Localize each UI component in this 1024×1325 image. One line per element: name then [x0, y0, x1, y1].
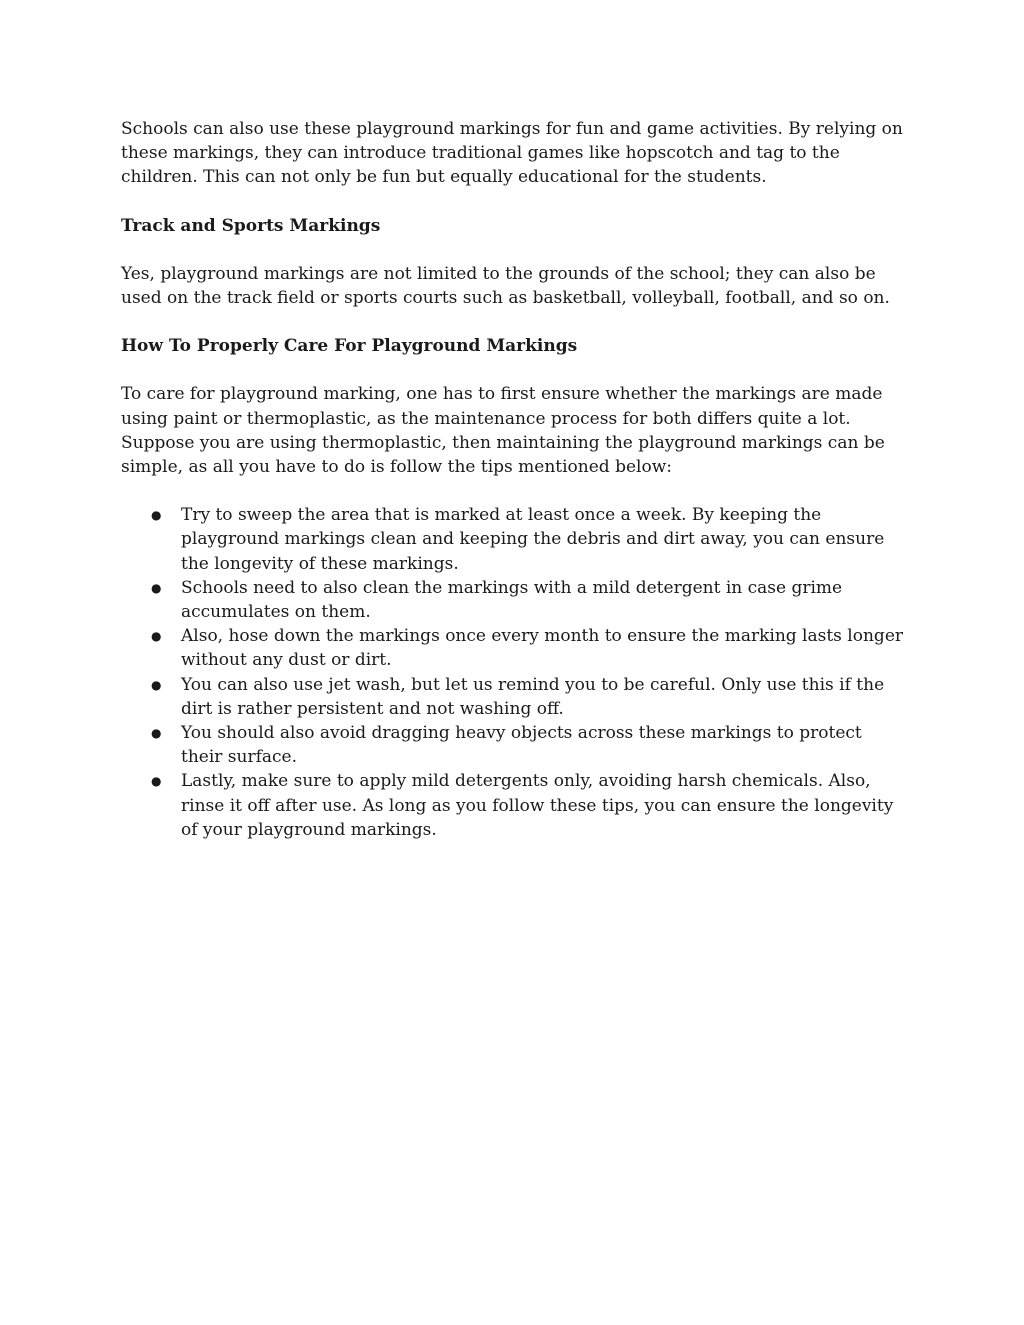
list-item: [121, 673, 907, 721]
list-item: [121, 721, 907, 769]
track-sports-paragraph: Yes, playground markings are not limited to the grounds of the school; they can also be used on the track field or sports courts such as basketball, volleyball, football, and so on.: [121, 263, 890, 309]
bullet-icon: ●: [151, 629, 162, 644]
bullet-icon: ●: [151, 726, 162, 741]
section-heading-track-sports: Track and Sports Markings: [121, 215, 381, 236]
list-item: [121, 769, 907, 842]
list-item-text: Schools need to also clean the markings with a mild detergent in case grime accumulates on them.: [181, 577, 843, 623]
tips-list: [121, 503, 907, 842]
list-item-text: Also, hose down the markings once every month to ensure the marking lasts longer without any dust or dirt.: [181, 626, 904, 671]
bullet-icon: ●: [151, 508, 162, 523]
bullet-icon: ●: [151, 580, 162, 595]
list-item-text: You can also use jet wash, but let us remind you to be careful. Only use this if the dirt is rather persistent and not washing off.: [181, 674, 885, 719]
section-heading-care: How To Properly Care For Playground Markings: [121, 336, 578, 357]
bullet-icon: ●: [151, 677, 162, 692]
care-paragraph: To care for playground marking, one has to first ensure whether the markings are made using paint or thermoplastic, as the maintenance process for both differs quite a lot. Suppose you are using thermoplastic, then maintaining the playground markings can be simple, as all you have to do is follow the tips mentioned below:: [121, 384, 885, 478]
list-item: [121, 503, 907, 576]
bullet-icon: ●: [151, 774, 162, 789]
list-item: [121, 576, 907, 624]
list-item-text: Try to sweep the area that is marked at least once a week. By keeping the playground markings clean and keeping the debris and dirt away, you can ensure the longevity of these markings.: [181, 505, 885, 574]
list-item-text: You should also avoid dragging heavy objects across these markings to protect their surface.: [181, 723, 862, 768]
document-page: [121, 117, 907, 842]
intro-paragraph: Schools can also use these playground markings for fun and game activities. By relying on these markings, they can introduce traditional games like hopscotch and tag to the children. This can not only be fun but equally educational for the students.: [121, 119, 903, 188]
list-item: [121, 624, 907, 672]
list-item-text: Lastly, make sure to apply mild detergents only, avoiding harsh chemicals. Also, rinse it off after use. As long as you follow these tips, you can ensure the longevity of your playground markings.: [181, 771, 894, 840]
